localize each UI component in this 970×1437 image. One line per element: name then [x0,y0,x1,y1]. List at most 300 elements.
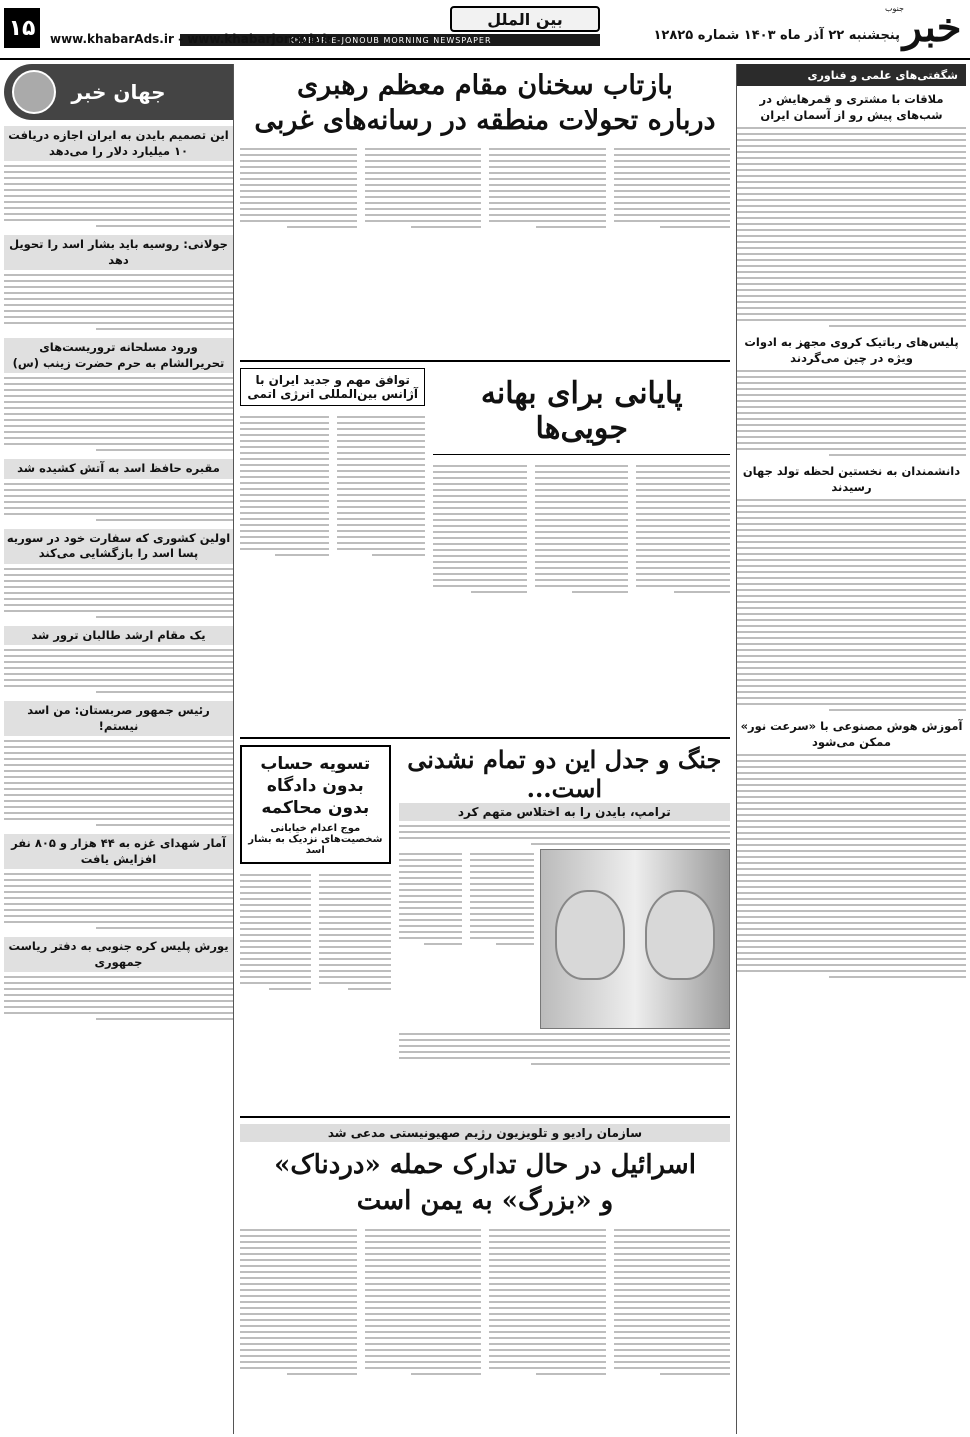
text-line [737,313,966,315]
text-line [240,494,329,496]
story-title[interactable]: رئیس جمهور صربستان: من اسد نیستم! [4,701,233,736]
text-line [399,1051,730,1053]
story-title[interactable]: آمار شهدای غزه به ۴۴ هزار و ۸۰۵ نفر افزایش یافت [4,834,233,869]
text-line [240,500,329,502]
text-line [737,187,966,189]
text-line [636,489,730,491]
text-line [489,1367,606,1369]
text-line [737,157,966,159]
trump-kicker: ترامپ، بایدن را به اختلاس متهم کرد [399,803,730,821]
text-line [535,477,629,479]
text-line [489,1247,606,1249]
text-line [433,525,527,527]
nuclear-section [240,360,730,731]
text-line [614,1331,731,1333]
text-line [489,1295,606,1297]
text-line [365,202,482,204]
text-line [240,422,329,424]
text-line [319,916,390,918]
text-line [489,1343,606,1345]
text-line [535,465,629,467]
text-line [614,1367,731,1369]
text-line [489,1271,606,1273]
text-line [829,976,966,978]
text-line [319,874,390,876]
text-line [737,181,966,183]
story-title[interactable]: پلیس‌های رباتیک کروی مجهز به ادوات ویژه در چین می‌گردند [744,335,959,365]
text-line [737,922,966,924]
text-line [319,958,390,960]
text-line [737,844,966,846]
text-line [737,394,966,396]
text-line [4,667,233,669]
nuclear-side-col [240,412,329,702]
text-line [614,202,731,204]
text-line [240,1271,357,1273]
text-line [4,764,233,766]
text-line [489,1241,606,1243]
text-line [433,567,527,569]
issue-line: پنجشنبه ۲۲ آذر ماه ۱۴۰۳ شماره ۱۲۸۲۵ [653,28,900,43]
text-line [96,691,233,693]
text-line [424,943,462,945]
text-line [737,766,966,768]
israel-section [240,1116,730,1424]
text-line [737,928,966,930]
text-line [614,1241,731,1243]
text-line [365,1229,482,1231]
text-line [614,1313,731,1315]
text-line [4,189,233,191]
text-line [489,1307,606,1309]
text-line [96,328,233,330]
text-line [737,892,966,894]
text-line [737,295,966,297]
nuclear-side-title: توافق مهم و جدید ایران با آژانس بین‌المللی انرژی اتمی [240,368,425,406]
text-line [737,820,966,822]
text-line [737,970,966,972]
text-line [240,190,357,192]
text-line [737,754,966,756]
world-news-brand [4,64,233,120]
text-line [535,489,629,491]
text-line [240,184,357,186]
text-line [614,1289,731,1291]
story-body [4,165,233,227]
text-line [399,1045,730,1047]
story-title[interactable]: ملاقات با مشتری و قمرهایش در شب‌های پیش رو از آسمان ایران [759,92,944,122]
text-line [240,922,311,924]
story-title[interactable]: ورود مسلحانه تروریست‌های تحریرالشام به حرم حضرت زینب (س) [4,338,233,373]
text-line [535,549,629,551]
text-line [365,1361,482,1363]
text-line [4,988,233,990]
text-line [399,859,463,861]
text-line [489,1337,606,1339]
text-line [470,919,534,921]
text-line [614,1325,731,1327]
text-line [4,903,233,905]
trump-col [470,849,534,1029]
text-line [489,1325,606,1327]
text-line [737,661,966,663]
text-line [737,436,966,438]
section-title: بین الملل [450,6,600,32]
text-line [399,937,463,939]
text-line [399,913,463,915]
text-line [4,746,233,748]
text-line [365,1265,482,1267]
text-line [737,169,966,171]
text-line [489,1277,606,1279]
right-stories [737,92,966,978]
text-line [737,511,966,513]
text-line [737,784,966,786]
text-line [489,172,606,174]
text-line [614,1343,731,1345]
text-line [737,535,966,537]
text-line [433,555,527,557]
text-line [737,571,966,573]
text-line [737,559,966,561]
text-line [489,1301,606,1303]
text-line [240,482,329,484]
text-line [240,506,329,508]
text-line [737,406,966,408]
text-line [433,501,527,503]
text-line [365,178,482,180]
israel-col [489,1225,606,1425]
text-line [348,988,391,990]
text-line [240,940,311,942]
text-line [636,525,730,527]
text-line [737,601,966,603]
text-line [737,370,966,372]
text-line [4,286,233,288]
text-line [4,1006,233,1008]
story-title[interactable]: اولین کشوری که سفارت خود در سوریه پسا اسد را بازگشایی می‌کند [4,529,233,564]
text-line [240,1349,357,1351]
text-line [399,831,730,833]
text-line [433,579,527,581]
text-line [337,452,426,454]
text-line [4,885,233,887]
text-line [737,235,966,237]
story-title[interactable]: این تصمیم بایدن به ایران اجازه دریافت ۱۰ میلیارد دلار را می‌دهد [4,126,233,161]
text-line [4,580,233,582]
text-line [737,856,966,858]
text-line [240,904,311,906]
text-line [4,604,233,606]
text-line [287,226,357,228]
text-line [535,531,629,533]
text-line [737,412,966,414]
text-line [636,507,730,509]
text-line [240,178,357,180]
israel-headline-line: اسرائیل در حال تدارک حمله «دردناک» [274,1150,696,1181]
trump-col [399,849,463,1029]
text-line [737,691,966,693]
text-line [737,382,966,384]
text-line [470,901,534,903]
text-line [614,1265,731,1267]
text-line [240,518,329,520]
text-line [737,874,966,876]
text-line [319,964,390,966]
story-body [737,370,966,456]
text-line [240,1343,357,1345]
text-line [4,483,233,485]
text-line [4,897,233,899]
text-line [737,838,966,840]
text-line [614,1277,731,1279]
text-line [96,824,233,826]
text-line [614,214,731,216]
text-line [240,470,329,472]
text-line [240,928,311,930]
text-line [240,1295,357,1297]
text-line [4,425,233,427]
text-line [4,213,233,215]
text-line [614,1337,731,1339]
text-line [399,1039,730,1041]
text-line [737,808,966,810]
news-story [4,626,233,694]
text-line [4,280,233,282]
text-line [4,183,233,185]
text-line [614,1235,731,1237]
text-line [737,958,966,960]
text-line [737,667,966,669]
text-line [737,505,966,507]
story-body [737,754,966,978]
text-line [614,184,731,186]
text-line [737,424,966,426]
text-line [737,229,966,231]
text-line [4,219,233,221]
text-line [240,910,311,912]
text-line [470,895,534,897]
text-line [4,818,233,820]
text-line [337,446,426,448]
text-line [614,1253,731,1255]
text-line [489,1235,606,1237]
biden-face [645,890,715,980]
text-line [737,199,966,201]
text-line [4,501,233,503]
text-line [4,207,233,209]
text-line [737,565,966,567]
text-line [489,160,606,162]
text-line [337,524,426,526]
execution-box [240,745,391,864]
text-line [737,163,966,165]
text-line [337,542,426,544]
text-line [433,477,527,479]
text-line [737,376,966,378]
text-line [433,513,527,515]
story-body [737,499,966,711]
text-line [240,1325,357,1327]
site-urls[interactable]: www.khabarAds.ir - www.khabarjonoub.ir [50,32,333,46]
text-line [4,298,233,300]
text-line [399,825,730,827]
text-line [240,1235,357,1237]
text-line [240,874,311,876]
execution-subtitle: موج اعدام خیابانی شخصیت‌های نزدیک به بشار اسد [248,823,383,857]
text-line [470,859,534,861]
news-story [737,719,966,978]
text-line [4,377,233,379]
text-line [399,925,463,927]
text-line [365,1349,482,1351]
text-line [337,512,426,514]
text-line [240,892,311,894]
text-line [737,685,966,687]
trump-lead [399,825,730,845]
text-line [4,685,233,687]
text-line [535,573,629,575]
nuclear-side-col [337,412,426,702]
text-line [4,574,233,576]
nuclear-body [433,461,730,731]
story-title[interactable]: یورش پلیس کره جنوبی به دفتر ریاست جمهوری [4,937,233,972]
text-line [240,1301,357,1303]
text-line [337,506,426,508]
text-line [240,512,329,514]
text-line [737,772,966,774]
story-body [4,649,233,693]
text-line [737,388,966,390]
story-title[interactable]: مقبره حافظ اسد به آتش کشیده شد [4,459,233,479]
text-line [433,561,527,563]
text-line [287,1373,357,1375]
text-line [365,220,482,222]
story-body [737,127,966,327]
text-line [737,271,966,273]
text-line [737,655,966,657]
lead-col [614,144,731,354]
text-line [433,537,527,539]
text-line [399,837,730,839]
text-line [535,543,629,545]
israel-col [365,1225,482,1425]
text-line [240,160,357,162]
text-line [433,483,527,485]
text-line [240,1241,357,1243]
story-title[interactable]: جولانی: روسیه باید بشار اسد را تحویل دهد [4,235,233,270]
nuclear-col [636,461,730,731]
story-title[interactable]: دانشمندان به نخستین لحظه تولد جهان رسیدند [742,464,961,494]
text-line [737,448,966,450]
text-line [4,592,233,594]
text-line [399,907,463,909]
text-line [240,530,329,532]
text-line [737,862,966,864]
text-line [674,591,730,593]
text-line [240,1265,357,1267]
israel-headline-line: و «بزرگ» به یمن است [356,1185,614,1216]
text-line [737,703,966,705]
nuclear-side-body [240,412,425,702]
text-line [660,226,730,228]
text-line [4,788,233,790]
text-line [4,782,233,784]
text-line [489,220,606,222]
text-line [496,943,534,945]
text-line [319,892,390,894]
text-line [470,883,534,885]
text-line [240,172,357,174]
text-line [636,543,730,545]
text-line [535,513,629,515]
text-line [365,1343,482,1345]
text-line [240,524,329,526]
text-line [399,931,463,933]
text-line [240,416,329,418]
left-column [4,64,234,1434]
text-line [96,449,233,451]
text-line [399,895,463,897]
text-line [4,419,233,421]
story-body [4,976,233,1020]
text-line [269,988,312,990]
news-story [737,464,966,711]
text-line [365,1271,482,1273]
text-line [470,871,534,873]
text-line [737,934,966,936]
text-line [433,519,527,521]
text-line [737,904,966,906]
news-story [4,126,233,227]
text-line [737,547,966,549]
text-line [470,925,534,927]
execution-title: تسویه حساب بدون دادگاه بدون محاکمه [260,754,371,819]
text-line [240,488,329,490]
text-line [240,1259,357,1261]
text-line [4,195,233,197]
text-line [737,880,966,882]
text-line [337,458,426,460]
text-line [470,931,534,933]
text-line [636,495,730,497]
text-line [365,1259,482,1261]
story-title[interactable]: آموزش هوش مصنوعی با «سرعت نور» ممکن می‌شود [740,719,963,749]
text-line [337,470,426,472]
text-line [275,554,328,556]
text-line [636,567,730,569]
text-line [365,1313,482,1315]
text-line [319,880,390,882]
text-line [240,440,329,442]
text-line [737,697,966,699]
story-title[interactable]: یک مقام ارشد طالبان ترور شد [4,626,233,646]
text-line [737,778,966,780]
text-line [240,548,329,550]
execution-body [240,870,391,1110]
text-line [399,853,463,855]
text-line [240,970,311,972]
lead-article [240,144,730,354]
israel-body [240,1225,730,1425]
text-line [737,589,966,591]
text-line [240,446,329,448]
text-line [365,154,482,156]
text-line [240,946,311,948]
text-line [433,507,527,509]
text-line [337,434,426,436]
text-line [365,160,482,162]
